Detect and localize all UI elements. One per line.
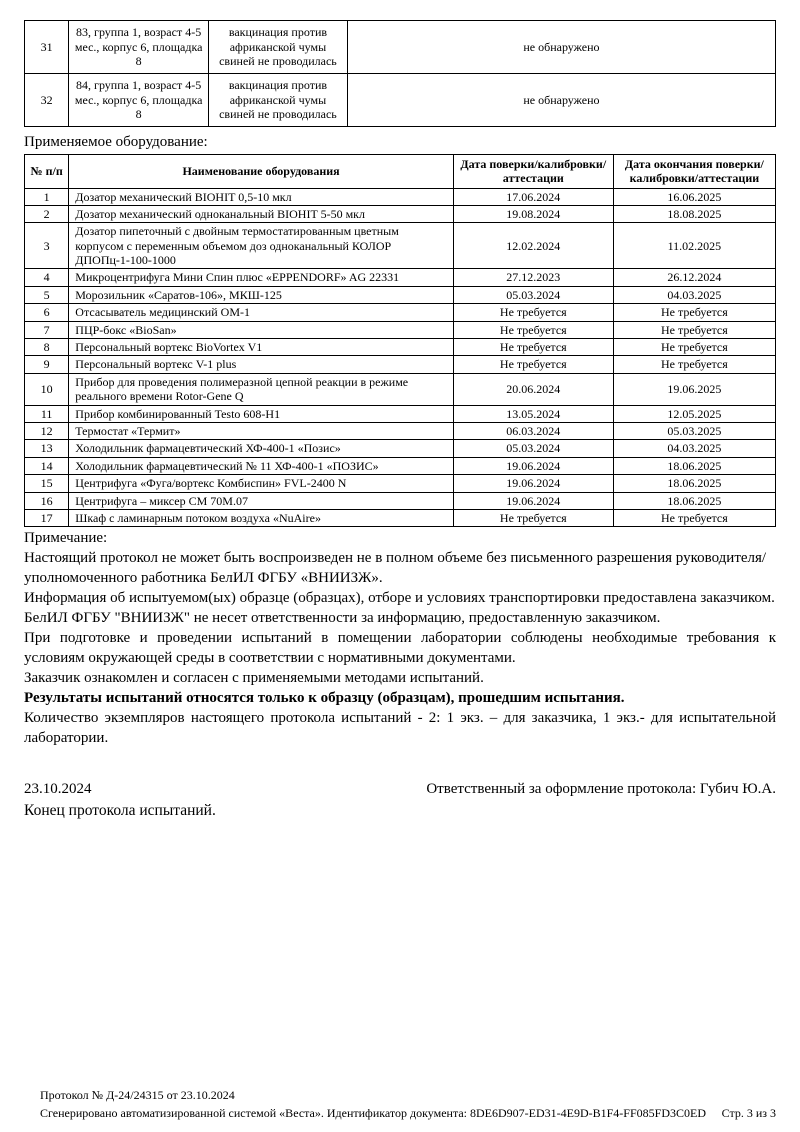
equipment-cell-date_end: 11.02.2025 [613,223,775,269]
equipment-cell-num: 14 [25,457,69,474]
notes-section [24,529,776,748]
footer-page-number: Стр. 3 из 3 [721,1105,776,1120]
equipment-row [25,475,776,492]
equipment-header-date: Дата поверки/калибровки/аттестации [453,154,613,188]
equipment-cell-name: Отсасыватель медицинский ОМ-1 [69,304,454,321]
equipment-cell-date_end: Не требуется [613,509,775,526]
equipment-cell-date: 17.06.2024 [453,188,613,205]
equipment-cell-name: Центрифуга «Фуга/вортекс Комбиспин» FVL-2400 N [69,475,454,492]
equipment-row [25,188,776,205]
equipment-cell-num: 15 [25,475,69,492]
equipment-cell-date_end: 04.03.2025 [613,286,775,303]
equipment-cell-date_end: 16.06.2025 [613,188,775,205]
results-cell-vaccination: вакцинация против африканской чумы свиней не проводилась [208,21,347,74]
equipment-row [25,457,776,474]
equipment-header-date-end: Дата окончания поверки/калибровки/аттестации [613,154,775,188]
equipment-cell-date: Не требуется [453,321,613,338]
equipment-cell-date_end: 18.06.2025 [613,475,775,492]
equipment-table [24,154,776,528]
equipment-cell-name: ПЦР-бокс «BioSan» [69,321,454,338]
signoff-responsible: Ответственный за оформление протокола: Губич Ю.А. [426,780,776,797]
equipment-cell-date: 05.03.2024 [453,440,613,457]
equipment-row [25,269,776,286]
equipment-row [25,509,776,526]
equipment-cell-date: 20.06.2024 [453,373,613,405]
results-cell-sample: 83, группа 1, возраст 4-5 мес., корпус 6, площадка 8 [69,21,209,74]
equipment-row [25,373,776,405]
equipment-table-header [25,154,776,188]
equipment-row [25,356,776,373]
equipment-cell-date: 19.06.2024 [453,457,613,474]
equipment-cell-date_end: 18.08.2025 [613,205,775,222]
equipment-cell-num: 9 [25,356,69,373]
equipment-cell-date_end: Не требуется [613,321,775,338]
equipment-row [25,339,776,356]
equipment-row [25,405,776,422]
equipment-cell-num: 1 [25,188,69,205]
results-row [25,21,776,74]
equipment-cell-num: 10 [25,373,69,405]
equipment-cell-date: 27.12.2023 [453,269,613,286]
equipment-row [25,321,776,338]
equipment-cell-num: 5 [25,286,69,303]
equipment-cell-name: Персональный вортекс BioVortex V1 [69,339,454,356]
equipment-row [25,440,776,457]
equipment-cell-date: 19.06.2024 [453,475,613,492]
equipment-cell-num: 7 [25,321,69,338]
equipment-cell-num: 4 [25,269,69,286]
equipment-cell-date_end: Не требуется [613,339,775,356]
equipment-cell-date_end: 18.06.2025 [613,457,775,474]
equipment-cell-name: Персональный вортекс V-1 plus [69,356,454,373]
equipment-cell-date: 06.03.2024 [453,423,613,440]
note-paragraph: БелИЛ ФГБУ "ВНИИЗЖ" не несет ответственности за информацию, предоставленную заказчиком. [24,610,661,627]
equipment-cell-date_end: 18.06.2025 [613,492,775,509]
end-of-protocol-line: Конец протокола испытаний. [24,801,216,819]
equipment-cell-date: Не требуется [453,339,613,356]
signoff-date: 23.10.2024 [24,780,92,797]
results-cell-vaccination: вакцинация против африканской чумы свиней не проводилась [208,73,347,126]
equipment-cell-name: Микроцентрифуга Мини Спин плюс «EPPENDORF» AG 22331 [69,269,454,286]
equipment-cell-date: 05.03.2024 [453,286,613,303]
equipment-cell-date: 12.02.2024 [453,223,613,269]
equipment-cell-date: Не требуется [453,356,613,373]
results-cell-num: 32 [25,73,69,126]
note-paragraph: Настоящий протокол не может быть воспроизведен не в полном объеме без письменного разрешения руководителя/уполномоченного работника БелИЛ ФГБУ «ВНИИЗЖ». [24,550,767,587]
equipment-cell-name: Термостат «Термит» [69,423,454,440]
equipment-cell-name: Прибор комбинированный Testo 608-H1 [69,405,454,422]
results-table [24,20,776,127]
results-cell-result: не обнаружено [347,21,775,74]
equipment-cell-date_end: 04.03.2025 [613,440,775,457]
equipment-cell-date: 19.08.2024 [453,205,613,222]
equipment-cell-num: 3 [25,223,69,269]
results-table-body [25,21,776,127]
note-paragraph: Количество экземпляров настоящего протокола испытаний - 2: 1 экз. – для заказчика, 1 экз.- для испытательной лаборатории. [24,709,776,746]
equipment-cell-num: 17 [25,509,69,526]
equipment-cell-date_end: Не требуется [613,304,775,321]
equipment-cell-num: 6 [25,304,69,321]
equipment-cell-date: 13.05.2024 [453,405,613,422]
equipment-cell-name: Холодильник фармацевтический ХФ-400-1 «Позис» [69,440,454,457]
equipment-row [25,205,776,222]
page-footer [40,1087,776,1122]
equipment-cell-num: 8 [25,339,69,356]
equipment-table-body [25,188,776,527]
note-paragraph: Результаты испытаний относятся только к образцу (образцам), прошедшим испытания. [24,689,625,706]
equipment-row [25,492,776,509]
note-paragraph: Информация об испытуемом(ых) образце (образцах), отборе и условиях транспортировки предоставлена заказчиком. [24,590,775,607]
equipment-cell-num: 13 [25,440,69,457]
equipment-row [25,223,776,269]
equipment-heading: Применяемое оборудование: [24,133,208,150]
equipment-row [25,304,776,321]
equipment-cell-name: Прибор для проведения полимеразной цепной реакции в режиме реального времени Rotor-Gene Q [69,373,454,405]
equipment-cell-num: 12 [25,423,69,440]
equipment-cell-date_end: 05.03.2025 [613,423,775,440]
equipment-cell-name: Дозатор механический BIOHIT 0,5-10 мкл [69,188,454,205]
equipment-cell-name: Морозильник «Саратов-106», МКШ-125 [69,286,454,303]
results-cell-num: 31 [25,21,69,74]
signoff-row [24,781,776,798]
note-paragraph: Заказчик ознакомлен и согласен с применяемыми методами испытаний. [24,669,484,686]
equipment-cell-date_end: 19.06.2025 [613,373,775,405]
equipment-row [25,286,776,303]
equipment-header-name: Наименование оборудования [69,154,454,188]
equipment-cell-date_end: 26.12.2024 [613,269,775,286]
notes-heading: Примечание: [24,530,108,547]
equipment-cell-date_end: 12.05.2025 [613,405,775,422]
equipment-cell-date_end: Не требуется [613,356,775,373]
note-paragraph: При подготовке и проведении испытаний в помещении лаборатории соблюдены необходимые требования к условиям окружающей среды в соответствии с нормативными документами. [24,630,776,666]
equipment-header-num: № п/п [25,154,69,188]
equipment-cell-name: Шкаф с ламинарным потоком воздуха «NuAire» [69,509,454,526]
footer-generated-by: Сгенерировано автоматизированной системой «Веста». Идентификатор документа: 8DE6D907-ED31-4E9D-B1F4-FF085FD3C0ED [40,1105,706,1120]
equipment-cell-num: 11 [25,405,69,422]
results-cell-result: не обнаружено [347,73,775,126]
footer-protocol-number: Протокол № Д-24/24315 от 23.10.2024 [40,1088,235,1103]
equipment-cell-name: Холодильник фармацевтический № 11 ХФ-400-1 «ПОЗИС» [69,457,454,474]
equipment-cell-name: Дозатор механический одноканальный BIOHIT 5-50 мкл [69,205,454,222]
equipment-cell-name: Дозатор пипеточный с двойным термостатированным цветным корпусом с переменным объемом доз одноканальный КОЛОР ДПОПц-1-100-1000 [69,223,454,269]
notes-paragraphs [24,549,776,748]
equipment-cell-date: 19.06.2024 [453,492,613,509]
results-cell-sample: 84, группа 1, возраст 4-5 мес., корпус 6, площадка 8 [69,73,209,126]
equipment-cell-date: Не требуется [453,509,613,526]
equipment-cell-date: Не требуется [453,304,613,321]
equipment-cell-name: Центрифуга – миксер СМ 70М.07 [69,492,454,509]
equipment-cell-num: 16 [25,492,69,509]
results-row [25,73,776,126]
equipment-cell-num: 2 [25,205,69,222]
equipment-row [25,423,776,440]
